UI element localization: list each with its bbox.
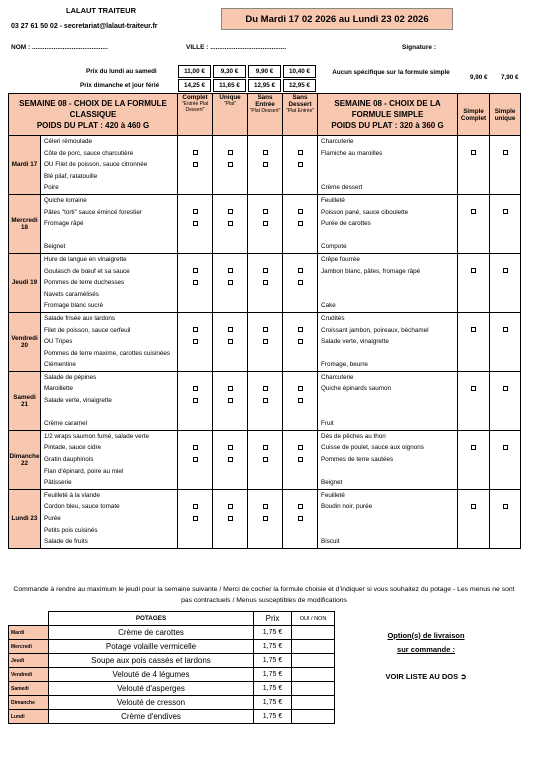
order-checkbox[interactable]: [298, 209, 303, 214]
dish-line: Jambon blanc, pâtes, fromage râpé: [321, 267, 421, 275]
weekend-price-label: Prix dimanche et jour férié: [80, 82, 160, 89]
classic-title: SEMAINE 08 - CHOIX DE LA FORMULE CLASSIQUE: [19, 99, 167, 119]
checkbox-cell: [248, 194, 283, 253]
checkbox-cell: [248, 489, 283, 548]
potage-price: 1,75 €: [254, 682, 292, 696]
order-checkbox[interactable]: [298, 221, 303, 226]
dish-line: Flan d'épinard, poire au miel: [44, 467, 124, 475]
price-simple-unique: 7,90 €: [501, 74, 519, 81]
col-unique-label: Unique: [219, 94, 241, 101]
order-checkbox[interactable]: [298, 398, 303, 403]
potages-price-header: Prix: [254, 612, 292, 626]
simple-checkbox-cell: [458, 489, 490, 548]
dish-line: [318, 348, 457, 360]
order-checkbox[interactable]: [298, 457, 303, 462]
order-checkbox[interactable]: [193, 209, 198, 214]
classic-dishes: [41, 371, 178, 430]
checkbox-cell: [178, 312, 213, 371]
potage-name: Velouté de 4 légumes: [49, 668, 254, 682]
checkbox-cell: [178, 371, 213, 430]
order-checkbox[interactable]: [471, 386, 476, 391]
dish-line: Quiche lorraine: [44, 196, 87, 204]
order-checkbox[interactable]: [193, 268, 198, 273]
col-unique-sub: "Plat": [223, 101, 237, 107]
order-checkbox[interactable]: [263, 162, 268, 167]
dish-line: Maroillette: [44, 385, 74, 393]
order-checkbox[interactable]: [471, 150, 476, 155]
simple-dishes: [318, 253, 458, 312]
checkbox-cell: [283, 253, 318, 312]
order-checkbox[interactable]: [263, 280, 268, 285]
dish-line: Goulasch de bœuf et sa sauce: [44, 267, 130, 275]
simple-checkbox-cell: [490, 489, 521, 548]
simple-dishes: [318, 312, 458, 371]
day-row: [9, 371, 521, 430]
order-checkbox[interactable]: [193, 445, 198, 450]
potages-corner: [9, 612, 49, 626]
simple-checkbox-cell: [458, 136, 490, 195]
day-row: [9, 253, 521, 312]
dish-line: Feuilleté à la viande: [44, 491, 101, 499]
dish-line: Beignet: [321, 479, 343, 487]
simple-weight: POIDS DU PLAT : 320 à 360 G: [331, 121, 444, 130]
order-checkbox[interactable]: [263, 327, 268, 332]
dish-line: Fromage blanc sucré: [44, 302, 104, 310]
price-weekday-sans-dessert: 10,40 €: [283, 65, 316, 78]
col-complet: [178, 94, 213, 136]
dish-line: Fromage râpé: [44, 220, 84, 228]
day-row: [9, 489, 521, 548]
col-sans-entree-sub: "Plat Dessert": [249, 108, 281, 114]
potage-ouinon-cell[interactable]: [292, 626, 335, 640]
dish-line: [318, 513, 457, 525]
day-row: [9, 194, 521, 253]
dish-line: Cake: [321, 302, 336, 310]
potage-name: Soupe aux pois cassés et lardons: [49, 654, 254, 668]
potage-price: 1,75 €: [254, 640, 292, 654]
see-list-link[interactable]: VOIR LISTE AU DOS ➲: [385, 672, 467, 681]
dish-line: Crudités: [321, 314, 345, 322]
potage-row: [9, 696, 335, 710]
dish-line: Blé pilaf, ratatouille: [44, 172, 98, 180]
potage-price: 1,75 €: [254, 626, 292, 640]
order-checkbox[interactable]: [228, 327, 233, 332]
dish-line: [318, 230, 457, 242]
order-checkbox[interactable]: [193, 516, 198, 521]
checkbox-cell: [213, 371, 248, 430]
potage-row: [9, 654, 335, 668]
order-checkbox[interactable]: [263, 339, 268, 344]
potage-day: Samedi: [9, 682, 49, 696]
simple-dishes: [318, 489, 458, 548]
order-checkbox[interactable]: [193, 162, 198, 167]
dish-line: Dés de pêches au thon: [321, 432, 386, 440]
potage-row: [9, 682, 335, 696]
potage-ouinon-cell[interactable]: [292, 640, 335, 654]
simple-header: [318, 94, 458, 136]
order-checkbox[interactable]: [228, 339, 233, 344]
dish-line: Croissant jambon, poireaux, béchamel: [321, 326, 429, 334]
checkbox-cell: [283, 371, 318, 430]
simple-checkbox-cell: [490, 253, 521, 312]
checkbox-cell: [213, 136, 248, 195]
classic-dishes: [41, 194, 178, 253]
dish-line: Filet de poisson, sauce cerfeuil: [44, 326, 131, 334]
potage-day: Vendredi: [9, 668, 49, 682]
day-label: Mercredi 18: [9, 194, 41, 253]
delivery-options-sub: sur commande :: [397, 645, 455, 654]
simple-checkbox-cell: [490, 312, 521, 371]
date-range: Du Mardi 17 02 2026 au Lundi 23 02 2026: [221, 8, 453, 30]
order-checkbox[interactable]: [228, 457, 233, 462]
dish-line: Salade frisée aux lardons: [44, 314, 116, 322]
dish-line: Fromage, beurre: [321, 361, 368, 369]
potage-ouinon-cell[interactable]: [292, 654, 335, 668]
order-checkbox[interactable]: [471, 445, 476, 450]
dish-line: Cordon bleu, sauce tomate: [44, 503, 120, 511]
checkbox-cell: [248, 253, 283, 312]
order-checkbox[interactable]: [263, 504, 268, 509]
nom-field[interactable]: NOM : ..........................................: [11, 44, 108, 51]
order-checkbox[interactable]: [193, 386, 198, 391]
simple-dishes: [318, 371, 458, 430]
potage-name: Velouté de cresson: [49, 696, 254, 710]
potage-row: [9, 640, 335, 654]
order-checkbox[interactable]: [193, 280, 198, 285]
dish-line: Quiche épinards saumon: [321, 385, 392, 393]
dish-line: Crème caramel: [44, 420, 88, 428]
order-checkbox[interactable]: [298, 280, 303, 285]
simple-checkbox-cell: [490, 371, 521, 430]
potage-day: Lundi: [9, 710, 49, 724]
classic-header: [9, 94, 178, 136]
col-complet-label: Complet: [182, 94, 208, 101]
simple-checkbox-cell: [490, 194, 521, 253]
order-checkbox[interactable]: [298, 386, 303, 391]
checkbox-cell: [283, 136, 318, 195]
order-checkbox[interactable]: [228, 516, 233, 521]
dish-line: [318, 466, 457, 478]
potages-ouinon-header: OUI / NON: [292, 612, 335, 626]
dish-line: OU Filet de poisson, sauce citronnée: [44, 161, 148, 169]
dish-line: [318, 159, 457, 171]
dish-line: Pâtes "torti" sauce émincé forestier: [44, 208, 142, 216]
day-row: [9, 312, 521, 371]
dish-line: Salade de pépines: [44, 373, 97, 381]
dish-line: Navets caramélisés: [44, 290, 99, 298]
dish-line: Pintade, sauce cidre: [44, 444, 102, 452]
simple-checkbox-cell: [458, 194, 490, 253]
weekday-price-label: Prix du lundi au samedi: [86, 68, 157, 75]
dish-line: Poisson pané, sauce ciboulette: [321, 208, 409, 216]
dish-line: Crêpe fourrée: [321, 255, 360, 263]
day-row: [9, 136, 521, 195]
checkbox-cell: [178, 489, 213, 548]
dish-line: Beignet: [44, 243, 66, 251]
order-checkbox[interactable]: [503, 327, 508, 332]
order-checkbox[interactable]: [503, 150, 508, 155]
order-checkbox[interactable]: [263, 398, 268, 403]
dish-line: [318, 395, 457, 407]
classic-dishes: [41, 430, 178, 489]
order-checkbox[interactable]: [228, 221, 233, 226]
potage-ouinon-cell[interactable]: [292, 668, 335, 682]
price-simple-complet: 9,90 €: [470, 74, 488, 81]
order-checkbox[interactable]: [471, 504, 476, 509]
order-checkbox[interactable]: [193, 221, 198, 226]
potage-ouinon-cell[interactable]: [292, 710, 335, 724]
order-checkbox[interactable]: [193, 504, 198, 509]
company-name: LALAUT TRAITEUR: [66, 6, 136, 15]
dish-line: Fruit: [321, 420, 334, 428]
dish-line: Salade verte, vinaigrette: [321, 338, 389, 346]
checkbox-cell: [178, 194, 213, 253]
checkbox-cell: [213, 312, 248, 371]
price-weekday-sans-entree: 9,90 €: [248, 65, 281, 78]
potage-price: 1,75 €: [254, 710, 292, 724]
simple-title: SEMAINE 08 - CHOIX DE LA FORMULE SIMPLE: [334, 99, 441, 119]
potage-ouinon-cell[interactable]: [292, 696, 335, 710]
order-checkbox[interactable]: [263, 221, 268, 226]
order-checkbox[interactable]: [298, 504, 303, 509]
order-checkbox[interactable]: [228, 504, 233, 509]
potage-name: Crème d'endives: [49, 710, 254, 724]
checkbox-cell: [178, 430, 213, 489]
dish-line: Côte de porc, sauce charcutière: [44, 149, 134, 157]
checkbox-cell: [213, 253, 248, 312]
order-checkbox[interactable]: [193, 339, 198, 344]
dish-line: Clémentine: [44, 361, 76, 369]
order-checkbox[interactable]: [471, 209, 476, 214]
order-checkbox[interactable]: [503, 504, 508, 509]
order-checkbox[interactable]: [193, 457, 198, 462]
simple-checkbox-cell: [490, 430, 521, 489]
simple-price-note: Aucun spécifique sur la formule simple: [332, 69, 450, 76]
dish-line: Pommes de terre duchesses: [44, 279, 125, 287]
order-checkbox[interactable]: [228, 209, 233, 214]
checkbox-cell: [283, 430, 318, 489]
potage-row: [9, 710, 335, 724]
dish-line: Flamiche au maroilles: [321, 149, 383, 157]
dish-line: Biscuit: [321, 538, 340, 546]
dish-line: Pommes de terre maxime, carottes cuisinées: [44, 349, 170, 357]
order-checkbox[interactable]: [263, 516, 268, 521]
classic-dishes: [41, 312, 178, 371]
simple-checkbox-cell: [490, 136, 521, 195]
checkbox-cell: [283, 194, 318, 253]
order-checkbox[interactable]: [298, 327, 303, 332]
order-checkbox[interactable]: [228, 398, 233, 403]
dish-line: Purée: [44, 515, 61, 522]
potage-day: Mardi: [9, 626, 49, 640]
potage-day: Dimanche: [9, 696, 49, 710]
order-checkbox[interactable]: [263, 386, 268, 391]
potage-day: Mercredi: [9, 640, 49, 654]
col-sans-dessert-label: Sans Dessert: [288, 94, 312, 108]
order-checkbox[interactable]: [228, 162, 233, 167]
order-checkbox[interactable]: [228, 150, 233, 155]
order-checkbox[interactable]: [471, 327, 476, 332]
potage-name: Crème de carottes: [49, 626, 254, 640]
order-checkbox[interactable]: [228, 386, 233, 391]
dish-line: Hure de langue en vinaigrette: [44, 255, 127, 263]
day-row: [9, 430, 521, 489]
dish-line: Boudin noir, purée: [321, 503, 373, 511]
order-checkbox[interactable]: [503, 386, 508, 391]
checkbox-cell: [248, 136, 283, 195]
checkbox-cell: [283, 489, 318, 548]
dish-line: Feuilleté: [321, 196, 345, 204]
simple-dishes: [318, 194, 458, 253]
price-weekday-unique: 9,30 €: [213, 65, 246, 78]
dish-line: [318, 277, 457, 289]
order-checkbox[interactable]: [193, 327, 198, 332]
signature-field[interactable]: Signature :: [402, 44, 436, 51]
order-checkbox[interactable]: [503, 268, 508, 273]
order-checkbox[interactable]: [298, 150, 303, 155]
order-checkbox[interactable]: [471, 268, 476, 273]
simple-checkbox-cell: [458, 312, 490, 371]
col-simple-unique: Simple unique: [490, 94, 521, 136]
dish-line: Purée de carottes: [321, 220, 371, 228]
order-checkbox[interactable]: [263, 150, 268, 155]
dish-line: Petits pois cuisinés: [44, 526, 98, 534]
order-checkbox[interactable]: [298, 268, 303, 273]
simple-dishes: [318, 136, 458, 195]
classic-dishes: [41, 136, 178, 195]
dish-line: Céleri rémoulade: [44, 138, 92, 145]
checkbox-cell: [248, 430, 283, 489]
dish-line: Pâtisserie: [44, 479, 72, 487]
price-weekend-unique: 11,65 €: [213, 79, 246, 92]
col-sans-entree-label: Sans Entrée: [255, 94, 275, 108]
col-simple-complet: Simple Complet: [458, 94, 490, 136]
dish-line: [318, 407, 457, 419]
dish-line: Compote: [321, 243, 347, 251]
order-checkbox[interactable]: [298, 445, 303, 450]
day-label: Mardi 17: [9, 136, 41, 195]
dish-line: Poire: [44, 184, 59, 192]
checkbox-cell: [213, 194, 248, 253]
order-checkbox[interactable]: [263, 209, 268, 214]
order-note: Commande à rendre au maximum le jeudi pour la semaine suivante / Merci de cocher la formule choisie et d'indiquer si vous souhaitez du potage - Les menus ne sont pas contractuels / Menus susceptibles de modifications: [13, 586, 515, 604]
potage-price: 1,75 €: [254, 654, 292, 668]
order-checkbox[interactable]: [298, 516, 303, 521]
ville-field[interactable]: VILLE : ..........................................: [186, 44, 287, 51]
order-checkbox[interactable]: [298, 162, 303, 167]
simple-dishes: [318, 430, 458, 489]
checkbox-cell: [248, 312, 283, 371]
order-checkbox[interactable]: [263, 268, 268, 273]
dish-line: Feuilleté: [321, 491, 345, 499]
potages-header: POTAGES: [49, 612, 254, 626]
checkbox-cell: [213, 489, 248, 548]
col-sans-dessert-sub: "Plat Entrée": [285, 108, 315, 114]
menu-table: [8, 93, 521, 549]
price-weekday-complet: 11,00 €: [178, 65, 211, 78]
potage-day: Jeudi: [9, 654, 49, 668]
dish-line: OU Tripes: [44, 338, 73, 346]
day-label: Vendredi 20: [9, 312, 41, 371]
dish-line: Cuisse de poulet, sauce aux oignons: [321, 444, 424, 452]
dish-line: [318, 171, 457, 183]
potage-row: [9, 668, 335, 682]
potage-ouinon-cell[interactable]: [292, 682, 335, 696]
dish-line: [41, 407, 177, 419]
dish-line: Charcuterie: [321, 373, 354, 381]
col-unique: [213, 94, 248, 136]
simple-checkbox-cell: [458, 430, 490, 489]
order-checkbox[interactable]: [228, 268, 233, 273]
day-label: Lundi 23: [9, 489, 41, 548]
order-checkbox[interactable]: [193, 150, 198, 155]
potage-price: 1,75 €: [254, 696, 292, 710]
price-weekend-complet: 14,25 €: [178, 79, 211, 92]
checkbox-cell: [283, 312, 318, 371]
day-label: Dimanche 22: [9, 430, 41, 489]
potage-row: [9, 626, 335, 640]
simple-checkbox-cell: [458, 253, 490, 312]
classic-dishes: [41, 253, 178, 312]
company-contact: 03 27 61 50 02 - secretariat@lalaut-traiteur.fr: [11, 23, 158, 30]
dish-line: Crème dessert: [321, 184, 363, 192]
day-label: Samedi 21: [9, 371, 41, 430]
checkbox-cell: [178, 136, 213, 195]
simple-checkbox-cell: [458, 371, 490, 430]
order-checkbox[interactable]: [228, 445, 233, 450]
col-complet-sub: "Entrée Plat Dessert": [181, 101, 209, 113]
potage-name: Potage volaille vermicelle: [49, 640, 254, 654]
dish-line: [41, 230, 177, 242]
day-label: Jeudi 19: [9, 253, 41, 312]
potage-name: Velouté d'asperges: [49, 682, 254, 696]
order-checkbox[interactable]: [503, 445, 508, 450]
delivery-options-label: Option(s) de livraison: [387, 631, 465, 640]
price-weekend-sans-entree: 12,95 €: [248, 79, 281, 92]
order-checkbox[interactable]: [193, 398, 198, 403]
order-checkbox[interactable]: [263, 445, 268, 450]
checkbox-cell: [248, 371, 283, 430]
checkbox-cell: [213, 430, 248, 489]
dish-line: Gratin dauphinois: [44, 456, 94, 464]
potage-price: 1,75 €: [254, 668, 292, 682]
order-checkbox[interactable]: [263, 457, 268, 462]
col-sans-dessert: [283, 94, 318, 136]
dish-line: 1/2 wraps saumon fumé, salade verte: [44, 432, 150, 440]
order-checkbox[interactable]: [228, 280, 233, 285]
dish-line: Pommes de terre sautées: [321, 456, 394, 464]
order-checkbox[interactable]: [298, 339, 303, 344]
classic-weight: POIDS DU PLAT : 420 à 460 G: [36, 121, 150, 130]
price-weekend-sans-dessert: 12,95 €: [283, 79, 316, 92]
potages-table: [8, 611, 335, 724]
dish-line: Charcuterie: [321, 138, 354, 145]
dish-line: Salade de fruits: [44, 538, 88, 546]
dish-line: [318, 525, 457, 537]
col-sans-entree: [248, 94, 283, 136]
dish-line: [318, 289, 457, 301]
order-checkbox[interactable]: [503, 209, 508, 214]
dish-line: Salade verte, vinaigrette: [44, 397, 112, 405]
checkbox-cell: [178, 253, 213, 312]
classic-dishes: [41, 489, 178, 548]
